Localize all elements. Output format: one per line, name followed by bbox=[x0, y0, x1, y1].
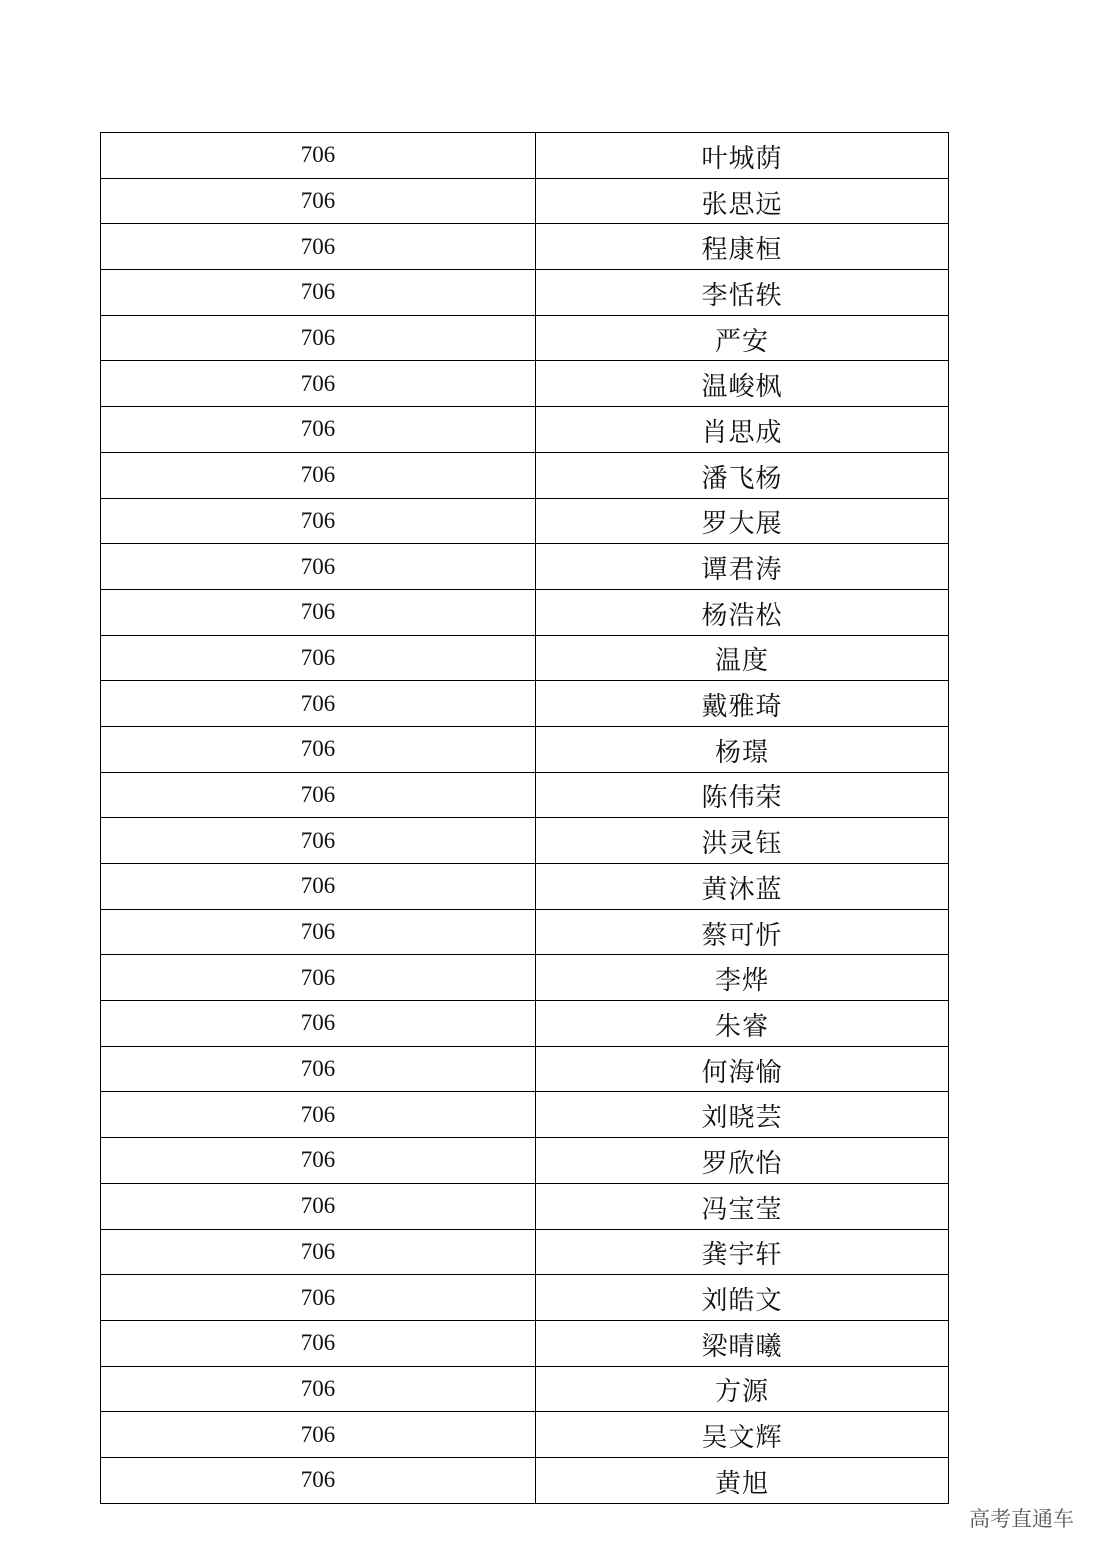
name-cell: 罗大展 bbox=[536, 498, 949, 544]
name-cell: 吴文辉 bbox=[536, 1412, 949, 1458]
score-cell: 706 bbox=[101, 909, 536, 955]
name-cell: 张思远 bbox=[536, 178, 949, 224]
table-row bbox=[101, 1092, 949, 1138]
name-cell: 李恬轶 bbox=[536, 270, 949, 316]
table-row bbox=[101, 452, 949, 498]
table-row bbox=[101, 270, 949, 316]
score-table-body bbox=[101, 133, 949, 1504]
score-cell: 706 bbox=[101, 955, 536, 1001]
score-cell: 706 bbox=[101, 818, 536, 864]
score-cell: 706 bbox=[101, 133, 536, 179]
score-cell: 706 bbox=[101, 864, 536, 910]
name-cell: 温峻枫 bbox=[536, 361, 949, 407]
score-cell: 706 bbox=[101, 1092, 536, 1138]
name-cell: 戴雅琦 bbox=[536, 681, 949, 727]
name-cell: 严安 bbox=[536, 315, 949, 361]
name-cell: 杨浩松 bbox=[536, 589, 949, 635]
score-cell: 706 bbox=[101, 1320, 536, 1366]
name-cell: 潘飞杨 bbox=[536, 452, 949, 498]
name-cell: 温度 bbox=[536, 635, 949, 681]
table-row bbox=[101, 133, 949, 179]
score-cell: 706 bbox=[101, 772, 536, 818]
name-cell: 方源 bbox=[536, 1366, 949, 1412]
score-cell: 706 bbox=[101, 361, 536, 407]
score-cell: 706 bbox=[101, 635, 536, 681]
name-cell: 肖思成 bbox=[536, 407, 949, 453]
table-row bbox=[101, 955, 949, 1001]
table-row bbox=[101, 1457, 949, 1503]
table-row bbox=[101, 1320, 949, 1366]
score-cell: 706 bbox=[101, 224, 536, 270]
name-cell: 龚宇轩 bbox=[536, 1229, 949, 1275]
score-cell: 706 bbox=[101, 589, 536, 635]
name-cell: 罗欣怡 bbox=[536, 1138, 949, 1184]
table-row bbox=[101, 1366, 949, 1412]
table-row bbox=[101, 1001, 949, 1047]
name-cell: 李烨 bbox=[536, 955, 949, 1001]
table-row bbox=[101, 224, 949, 270]
table-row bbox=[101, 407, 949, 453]
score-cell: 706 bbox=[101, 498, 536, 544]
table-row bbox=[101, 635, 949, 681]
name-cell: 刘晓芸 bbox=[536, 1092, 949, 1138]
table-row bbox=[101, 589, 949, 635]
score-cell: 706 bbox=[101, 407, 536, 453]
score-cell: 706 bbox=[101, 726, 536, 772]
score-cell: 706 bbox=[101, 681, 536, 727]
score-cell: 706 bbox=[101, 1183, 536, 1229]
table-row bbox=[101, 498, 949, 544]
name-cell: 黄沐蓝 bbox=[536, 864, 949, 910]
table-row bbox=[101, 1183, 949, 1229]
score-cell: 706 bbox=[101, 1457, 536, 1503]
score-cell: 706 bbox=[101, 178, 536, 224]
score-cell: 706 bbox=[101, 315, 536, 361]
table-row bbox=[101, 178, 949, 224]
watermark-text: 高考直通车 bbox=[969, 1507, 1074, 1531]
name-cell: 黄旭 bbox=[536, 1457, 949, 1503]
table-row bbox=[101, 772, 949, 818]
score-cell: 706 bbox=[101, 1138, 536, 1184]
score-cell: 706 bbox=[101, 1229, 536, 1275]
table-row bbox=[101, 681, 949, 727]
name-cell: 洪灵钰 bbox=[536, 818, 949, 864]
score-table bbox=[100, 132, 949, 1504]
name-cell: 杨璟 bbox=[536, 726, 949, 772]
name-cell: 谭君涛 bbox=[536, 544, 949, 590]
table-row bbox=[101, 864, 949, 910]
table-row bbox=[101, 315, 949, 361]
table-row bbox=[101, 726, 949, 772]
name-cell: 蔡可忻 bbox=[536, 909, 949, 955]
score-cell: 706 bbox=[101, 1366, 536, 1412]
table-row bbox=[101, 1046, 949, 1092]
score-cell: 706 bbox=[101, 1412, 536, 1458]
table-row bbox=[101, 818, 949, 864]
table-row bbox=[101, 1138, 949, 1184]
name-cell: 陈伟荣 bbox=[536, 772, 949, 818]
score-cell: 706 bbox=[101, 452, 536, 498]
table-row bbox=[101, 361, 949, 407]
score-cell: 706 bbox=[101, 1275, 536, 1321]
score-cell: 706 bbox=[101, 1001, 536, 1047]
name-cell: 刘皓文 bbox=[536, 1275, 949, 1321]
table-row bbox=[101, 1412, 949, 1458]
score-cell: 706 bbox=[101, 1046, 536, 1092]
score-cell: 706 bbox=[101, 270, 536, 316]
table-row bbox=[101, 909, 949, 955]
score-cell: 706 bbox=[101, 544, 536, 590]
name-cell: 叶城荫 bbox=[536, 133, 949, 179]
name-cell: 何海愉 bbox=[536, 1046, 949, 1092]
name-cell: 程康桓 bbox=[536, 224, 949, 270]
table-row bbox=[101, 1275, 949, 1321]
table-row bbox=[101, 544, 949, 590]
name-cell: 朱睿 bbox=[536, 1001, 949, 1047]
table-row bbox=[101, 1229, 949, 1275]
name-cell: 梁晴曦 bbox=[536, 1320, 949, 1366]
name-cell: 冯宝莹 bbox=[536, 1183, 949, 1229]
